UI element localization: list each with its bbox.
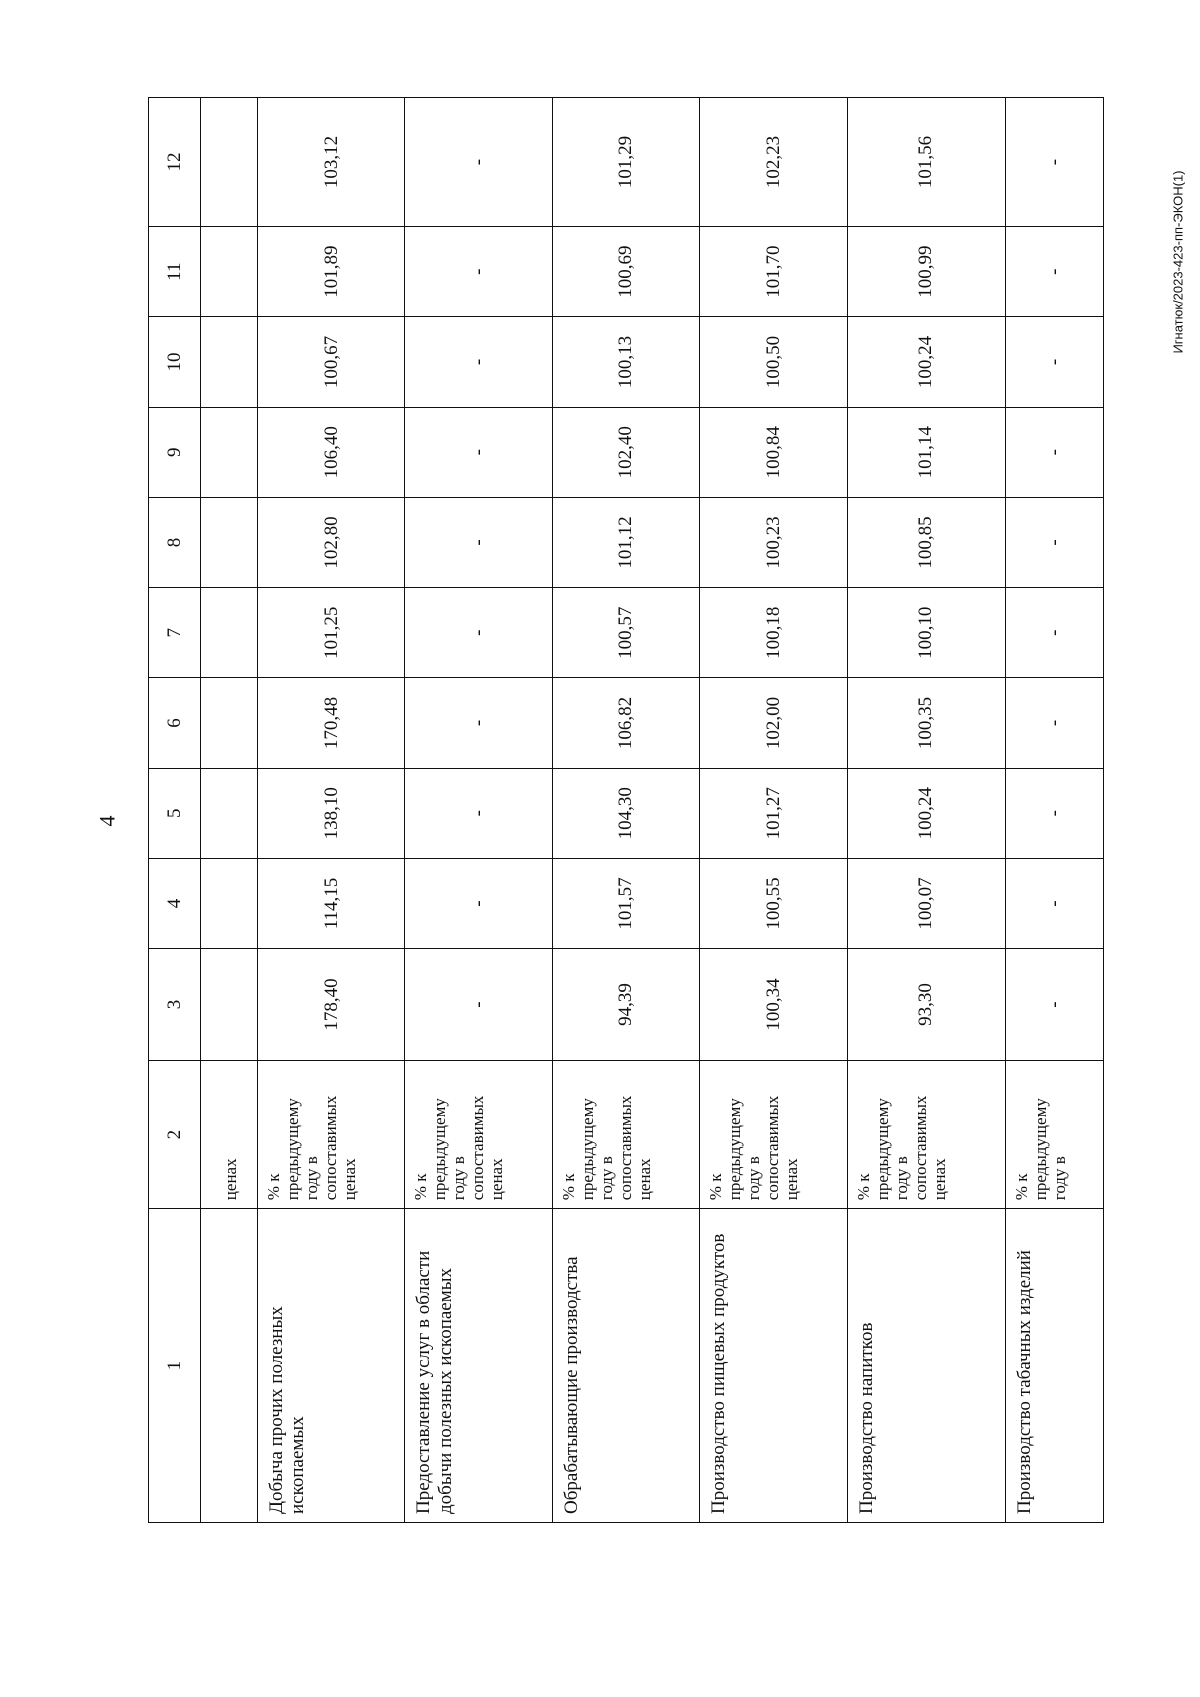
continuation-cell	[201, 317, 258, 407]
row-unit: % к предыдущему году в	[1005, 1060, 1103, 1208]
column-number-6: 6	[149, 678, 201, 768]
row-unit: % к предыдущему году в сопоставимых ценах	[405, 1060, 552, 1208]
row-unit: % к предыдущему году в сопоставимых ценах	[700, 1060, 847, 1208]
value-cell: 101,27	[700, 768, 847, 858]
value-cell: -	[1005, 858, 1103, 948]
continuation-cell	[201, 98, 258, 227]
column-number-3: 3	[149, 949, 201, 1061]
value-cell: 100,69	[552, 227, 699, 317]
column-number-10: 10	[149, 317, 201, 407]
value-cell: 101,25	[257, 588, 404, 678]
row-unit: % к предыдущему году в сопоставимых ценах	[257, 1060, 404, 1208]
column-number-row	[149, 98, 201, 1523]
continuation-cell	[201, 858, 258, 948]
value-cell: 102,80	[257, 497, 404, 587]
value-cell: 104,30	[552, 768, 699, 858]
value-cell: 103,12	[257, 98, 404, 227]
value-cell: 100,84	[700, 407, 847, 497]
column-number-9: 9	[149, 407, 201, 497]
table-row	[700, 98, 847, 1523]
rotated-table-frame	[148, 97, 1104, 1523]
value-cell: 101,14	[847, 407, 1005, 497]
value-cell: -	[1005, 678, 1103, 768]
value-cell: 100,34	[700, 949, 847, 1061]
value-cell: 170,48	[257, 678, 404, 768]
table-row	[405, 98, 552, 1523]
row-unit: % к предыдущему году в сопоставимых ценах	[847, 1060, 1005, 1208]
value-cell: 100,24	[847, 317, 1005, 407]
continuation-cell	[201, 768, 258, 858]
value-cell: 106,40	[257, 407, 404, 497]
value-cell: -	[405, 678, 552, 768]
continuation-cell	[201, 407, 258, 497]
table-row	[847, 98, 1005, 1523]
value-cell: -	[405, 317, 552, 407]
continuation-unit: ценах	[201, 1060, 258, 1208]
value-cell: 100,10	[847, 588, 1005, 678]
value-cell: 101,57	[552, 858, 699, 948]
table-row	[257, 98, 404, 1523]
column-number-7: 7	[149, 588, 201, 678]
value-cell: -	[1005, 407, 1103, 497]
continuation-cell	[201, 678, 258, 768]
value-cell: -	[1005, 768, 1103, 858]
value-cell: -	[405, 949, 552, 1061]
row-name: Производство пищевых продуктов	[700, 1209, 847, 1523]
value-cell: 101,70	[700, 227, 847, 317]
row-name: Предоставление услуг в области добычи полезных ископаемых	[405, 1209, 552, 1523]
value-cell: 106,82	[552, 678, 699, 768]
table-row	[552, 98, 699, 1523]
value-cell: 101,89	[257, 227, 404, 317]
table-row	[1005, 98, 1103, 1523]
value-cell: 100,50	[700, 317, 847, 407]
value-cell: 94,39	[552, 949, 699, 1061]
column-number-11: 11	[149, 227, 201, 317]
value-cell: -	[405, 497, 552, 587]
row-name: Обрабатывающие производства	[552, 1209, 699, 1523]
value-cell: -	[405, 407, 552, 497]
row-name: Добыча прочих полезных ископаемых	[257, 1209, 404, 1523]
value-cell: -	[405, 768, 552, 858]
continuation-cell	[201, 588, 258, 678]
page-number: 4	[94, 815, 120, 827]
value-cell: 100,57	[552, 588, 699, 678]
column-number-12: 12	[149, 98, 201, 227]
value-cell: -	[1005, 497, 1103, 587]
value-cell: -	[405, 98, 552, 227]
continuation-row	[201, 98, 258, 1523]
row-unit: % к предыдущему году в сопоставимых ценах	[552, 1060, 699, 1208]
value-cell: 102,40	[552, 407, 699, 497]
column-number-8: 8	[149, 497, 201, 587]
value-cell: 100,24	[847, 768, 1005, 858]
continuation-cell	[201, 497, 258, 587]
column-number-1: 1	[149, 1209, 201, 1523]
document-code: Игнатюк/2023-423-пп-ЭКОН(1)	[1170, 170, 1186, 354]
value-cell: 102,00	[700, 678, 847, 768]
value-cell: -	[405, 858, 552, 948]
continuation-cell	[201, 949, 258, 1061]
value-cell: 114,15	[257, 858, 404, 948]
value-cell: -	[1005, 588, 1103, 678]
value-cell: -	[1005, 227, 1103, 317]
value-cell: 178,40	[257, 949, 404, 1061]
value-cell: 101,29	[552, 98, 699, 227]
table-container	[148, 97, 1104, 1523]
value-cell: -	[1005, 98, 1103, 227]
indicators-table	[148, 97, 1104, 1523]
value-cell: 101,12	[552, 497, 699, 587]
value-cell: 138,10	[257, 768, 404, 858]
value-cell: 100,55	[700, 858, 847, 948]
value-cell: 100,99	[847, 227, 1005, 317]
value-cell: 100,23	[700, 497, 847, 587]
value-cell: -	[1005, 949, 1103, 1061]
column-number-5: 5	[149, 768, 201, 858]
value-cell: 100,18	[700, 588, 847, 678]
value-cell: 101,56	[847, 98, 1005, 227]
column-number-4: 4	[149, 858, 201, 948]
value-cell: -	[405, 227, 552, 317]
value-cell: -	[1005, 317, 1103, 407]
row-name: Производство табачных изделий	[1005, 1209, 1103, 1523]
value-cell: 100,13	[552, 317, 699, 407]
value-cell: 100,67	[257, 317, 404, 407]
value-cell: -	[405, 588, 552, 678]
row-name: Производство напитков	[847, 1209, 1005, 1523]
continuation-cell-name	[201, 1209, 258, 1523]
value-cell: 93,30	[847, 949, 1005, 1061]
value-cell: 100,07	[847, 858, 1005, 948]
column-number-2: 2	[149, 1060, 201, 1208]
value-cell: 102,23	[700, 98, 847, 227]
value-cell: 100,85	[847, 497, 1005, 587]
continuation-cell	[201, 227, 258, 317]
value-cell: 100,35	[847, 678, 1005, 768]
